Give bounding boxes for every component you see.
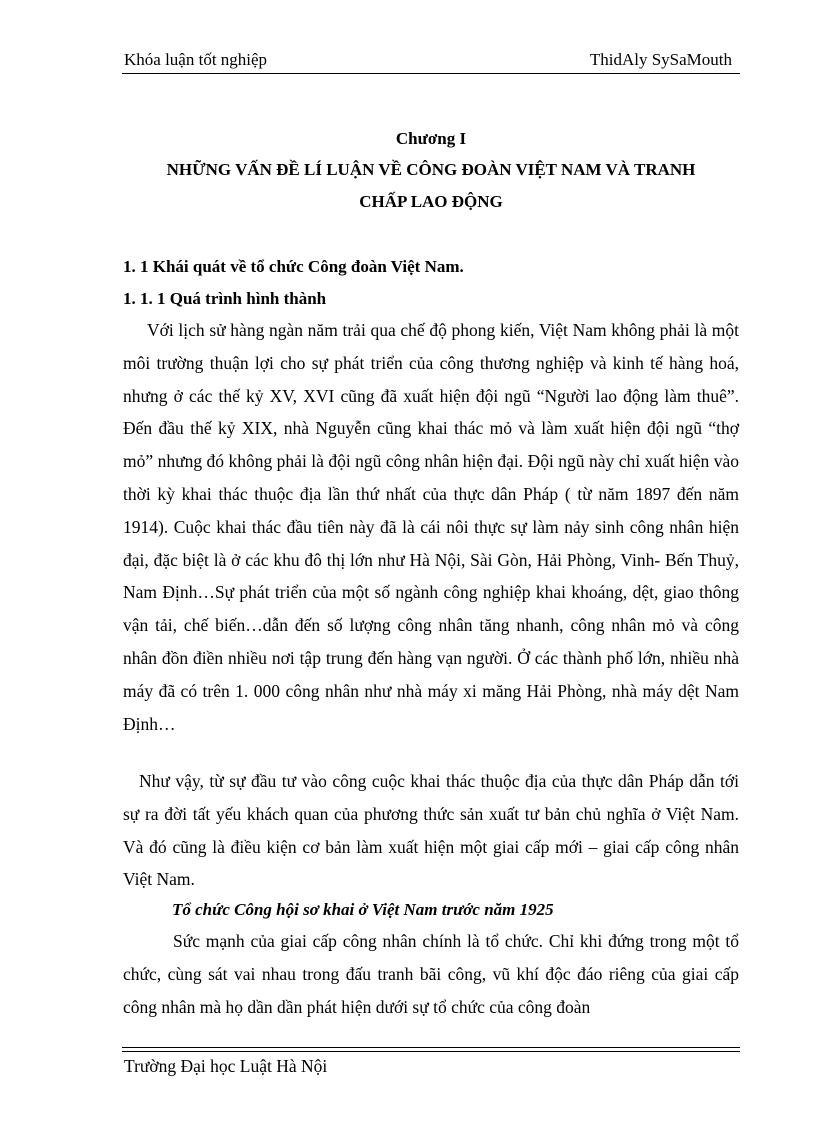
header-author-name: ThidAly SySaMouth — [589, 50, 732, 69]
body-paragraph-1: Với lịch sử hàng ngàn năm trải qua chế độ phong kiến, Việt Nam không phải là một môi trường thuận lợi cho sự phát triển của công thương nghiệp và kinh tế hàng hoá, nhưng ở các thế kỷ XV, XVI cũng đã xuất hiện đội ngũ “Người lao động làm thuê”. Đến đầu thế kỷ XIX, nhà Nguyễn cũng khai thác mỏ và làm xuất hiện đội ngũ “thợ mỏ” nhưng đó không phải là đội ngũ công nhân hiện đại. Đội ngũ này chỉ xuất hiện vào thời kỳ khai thác thuộc địa lần thứ nhất của thực dân Pháp ( từ năm 1897 đến năm 1914). Cuộc khai thác đầu tiên này đã là cái nôi thực sự làm nảy sinh công nhân hiện đại, đặc biệt là ở các khu đô thị lớn như Hà Nội, Sài Gòn, Hải Phòng, Vinh- Bến Thuỷ, Nam Định…Sự phát triển của một số ngành công nghiệp khai khoáng, dệt, giao thông vận tải, chế biến…dẫn đến số lượng công nhân tăng nhanh, công nhân mỏ và công nhân đồn điền nhiều nơi tập trung đến hàng vạn người. Ở các thành phố lớn, nhiều nhà máy đã có trên 1. 000 công nhân như nhà máy xi măng Hải Phòng, nhà máy dệt Nam Định… — [123, 320, 739, 734]
body-paragraph-2: Như vậy, từ sự đầu tư vào công cuộc khai thác thuộc địa của thực dân Pháp dẫn tới sự ra đời tất yếu khách quan của phương thức sản xuất tư bản chủ nghĩa ở Việt Nam. Và đó cũng là điều kiện cơ bản làm xuất hiện một giai cấp mới – giai cấp công nhân Việt Nam. — [123, 771, 739, 890]
footer-university: Trường Đại học Luật Hà Nội — [124, 1056, 328, 1076]
header-thesis-label: Khóa luận tốt nghiệp — [124, 50, 268, 69]
italic-subheading: Tổ chức Công hội sơ khai ở Việt Nam trước năm 1925 — [172, 900, 554, 919]
page-header — [122, 50, 740, 72]
header-rule — [122, 73, 740, 74]
chapter-number: Chương I — [395, 129, 467, 148]
footer-rule — [122, 1047, 740, 1052]
chapter-title-line-1: NHỮNG VẤN ĐỀ LÍ LUẬN VỀ CÔNG ĐOÀN VIỆT NAM VÀ TRANH — [166, 160, 696, 179]
body-paragraph-3: Sức mạnh của giai cấp công nhân chính là tổ chức. Chỉ khi đứng trong một tổ chức, cùng sát vai nhau trong đấu tranh bãi công, vũ khí độc đáo riêng của giai cấp công nhân mà họ dần dần phát hiện dưới sự tổ chức của công đoàn — [123, 931, 739, 1017]
subsection-heading: 1. 1. 1 Quá trình hình thành — [123, 289, 327, 308]
section-heading: 1. 1 Khái quát về tổ chức Công đoàn Việt Nam. — [123, 257, 464, 276]
chapter-title-line-2: CHẤP LAO ĐỘNG — [359, 192, 503, 211]
